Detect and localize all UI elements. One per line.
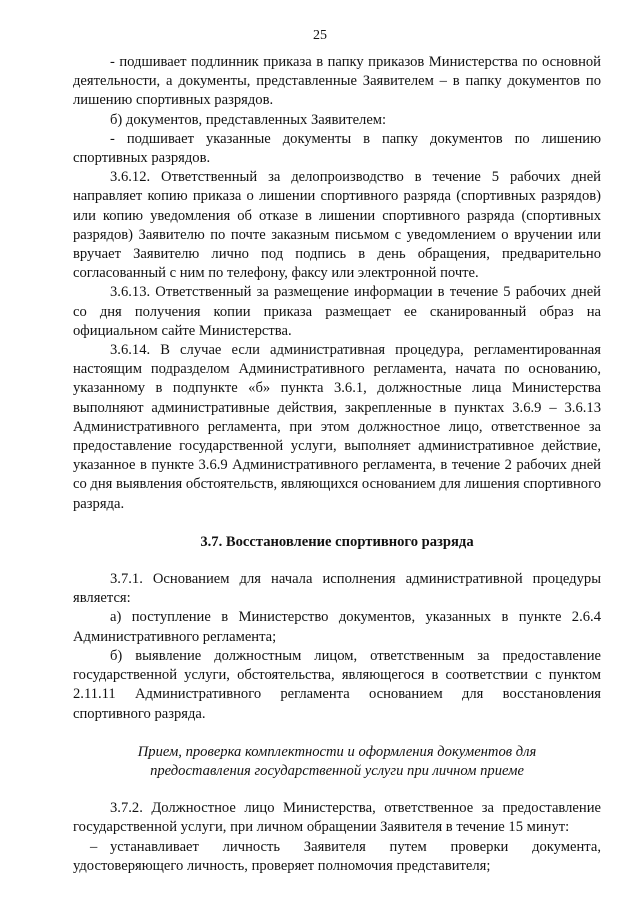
paragraph-3-6-14: 3.6.14. В случае если административная процедура, регламентированная настоящим подразделом Административного регламента, начата по основанию, указанному в подпункте «б» пункта 3.6.1, должностные лица Министерства выполняют административные действия, закрепленные в пунктах 3.6.9 – 3.6.13 Административного регламента, при этом должностное лицо, ответственное за предоставление государственной услуги, выполняет административное действие, указанное в пункте 3.6.9 Административного регламента, в течение 2 рабочих дней со дня выявления обстоятельств, являющихся основанием для лишения спортивного разряда.: [73, 342, 601, 512]
paragraph-applicant-docs-heading: б) документов, представленных Заявителем:: [110, 111, 387, 128]
paragraph-3-7-1-a: а) поступление в Министерство документов, указанных в пункте 2.6.4 Административного регламента;: [73, 609, 601, 645]
paragraph-3-6-13: 3.6.13. Ответственный за размещение информации в течение 5 рабочих дней со дня получения копии приказа размещает ее сканированный образ на официальном сайте Министерства.: [73, 284, 601, 339]
page-number: 25: [313, 28, 327, 43]
subsection-title: Прием, проверка комплектности и оформления документов для предоставления государственной услуги при личном приеме: [137, 743, 537, 779]
paragraph-3-7-1: 3.7.1. Основанием для начала исполнения административной процедуры является:: [73, 571, 601, 607]
paragraph-3-6-12: 3.6.12. Ответственный за делопроизводство в течение 5 рабочих дней направляет копию приказа о лишении спортивного разряда (спортивных разрядов) или копию уведомления об отказе в лишении спортивного разряда (спортивных разрядов) Заявителю по почте заказным письмом с уведомлением о вручении или вручает Заявителю лично под подпись в день обращения, предварительно согласованный с ним по телефону, факсу или электронной почте.: [73, 169, 601, 282]
paragraph-3-7-1-b: б) выявление должностным лицом, ответственным за предоставление государственной услуги, обстоятельства, являющегося в соответствии с пунктом 2.11.11 Административного регламента основанием для восстановления спортивного разряда.: [73, 647, 601, 722]
paragraph-3-7-2: 3.7.2. Должностное лицо Министерства, ответственное за предоставление государственной услуги, при личном обращении Заявителя в течение 15 минут:: [73, 800, 601, 836]
paragraph-filing-applicant-docs: - подшивает указанные документы в папку документов по лишению спортивных разрядов.: [73, 130, 601, 167]
list-item-identity-check: [73, 838, 601, 876]
section-title: 3.7. Восстановление спортивного разряда: [200, 533, 474, 550]
list-item-text: устанавливает личность Заявителя путем проверки документа, удостоверяющего личность, проверяет полномочия представителя;: [73, 838, 601, 874]
list-dash: –: [90, 838, 98, 855]
document-body: [73, 53, 601, 876]
paragraph-filing-order: - подшивает подлинник приказа в папку приказов Министерства по основной деятельности, а документы, представленные Заявителем – в папку документов по лишению спортивных разрядов.: [73, 54, 601, 109]
